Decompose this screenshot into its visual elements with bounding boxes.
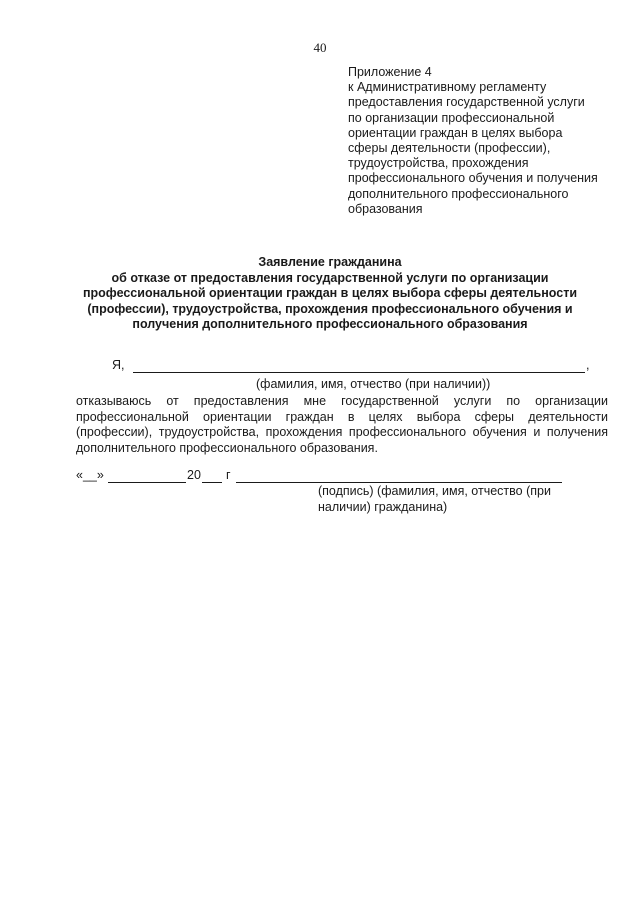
appendix-line: образования xyxy=(348,201,423,216)
title-line: об отказе от предоставления государственной услуги по организации xyxy=(111,270,549,285)
appendix-line: ориентации граждан в целях выбора xyxy=(348,125,563,140)
date-month-line[interactable] xyxy=(108,482,186,483)
date-day: «__» xyxy=(76,468,104,482)
statement-line: дополнительного профессионального образования. xyxy=(76,440,378,455)
appendix-line: по организации профессиональной xyxy=(348,110,555,125)
appendix-line: дополнительного профессионального xyxy=(348,186,569,201)
year-suffix: г xyxy=(226,468,231,482)
appendix-line: Приложение 4 xyxy=(348,65,432,79)
appendix-header xyxy=(348,65,618,217)
appendix-line: предоставления государственной услуги xyxy=(348,95,585,110)
title-line: профессиональной ориентации граждан в целях выбора сферы деятельности xyxy=(82,286,578,300)
appendix-line: профессионального обучения и получения xyxy=(348,171,598,186)
statement-line: отказываюсь от предоставления мне государственной услуги по организации xyxy=(76,394,608,408)
document-title xyxy=(60,255,600,333)
appendix-line: трудоустройства, прохождения xyxy=(348,156,529,171)
year-line[interactable] xyxy=(202,482,222,483)
year-prefix: 20 xyxy=(187,468,201,482)
applicant-prefix: Я, xyxy=(112,358,125,372)
appendix-line: сферы деятельности (профессии), xyxy=(348,141,551,156)
statement-line: (профессии), трудоустройства, прохождения профессионального обучения и получения xyxy=(76,425,608,439)
statement-text xyxy=(76,394,608,456)
page-number: 40 xyxy=(313,40,327,55)
signature-caption-line: наличии) гражданина) xyxy=(318,499,448,514)
applicant-suffix: , xyxy=(586,358,590,372)
title-line: Заявление гражданина xyxy=(258,255,402,269)
applicant-caption: (фамилия, имя, отчество (при наличии)) xyxy=(256,377,491,391)
signature-caption-line: (подпись) (фамилия, имя, отчество (при xyxy=(318,484,551,498)
statement-line: профессиональной ориентации граждан в целях выбора сферы деятельности xyxy=(76,409,608,424)
appendix-line: к Административному регламенту xyxy=(348,80,547,95)
applicant-name-line[interactable] xyxy=(133,372,585,373)
title-line: (профессии), трудоустройства, прохождения профессионального обучения и xyxy=(87,301,573,316)
signature-line[interactable] xyxy=(236,482,562,483)
signature-caption xyxy=(318,484,568,515)
title-line: получения дополнительного профессионального образования xyxy=(132,317,528,331)
